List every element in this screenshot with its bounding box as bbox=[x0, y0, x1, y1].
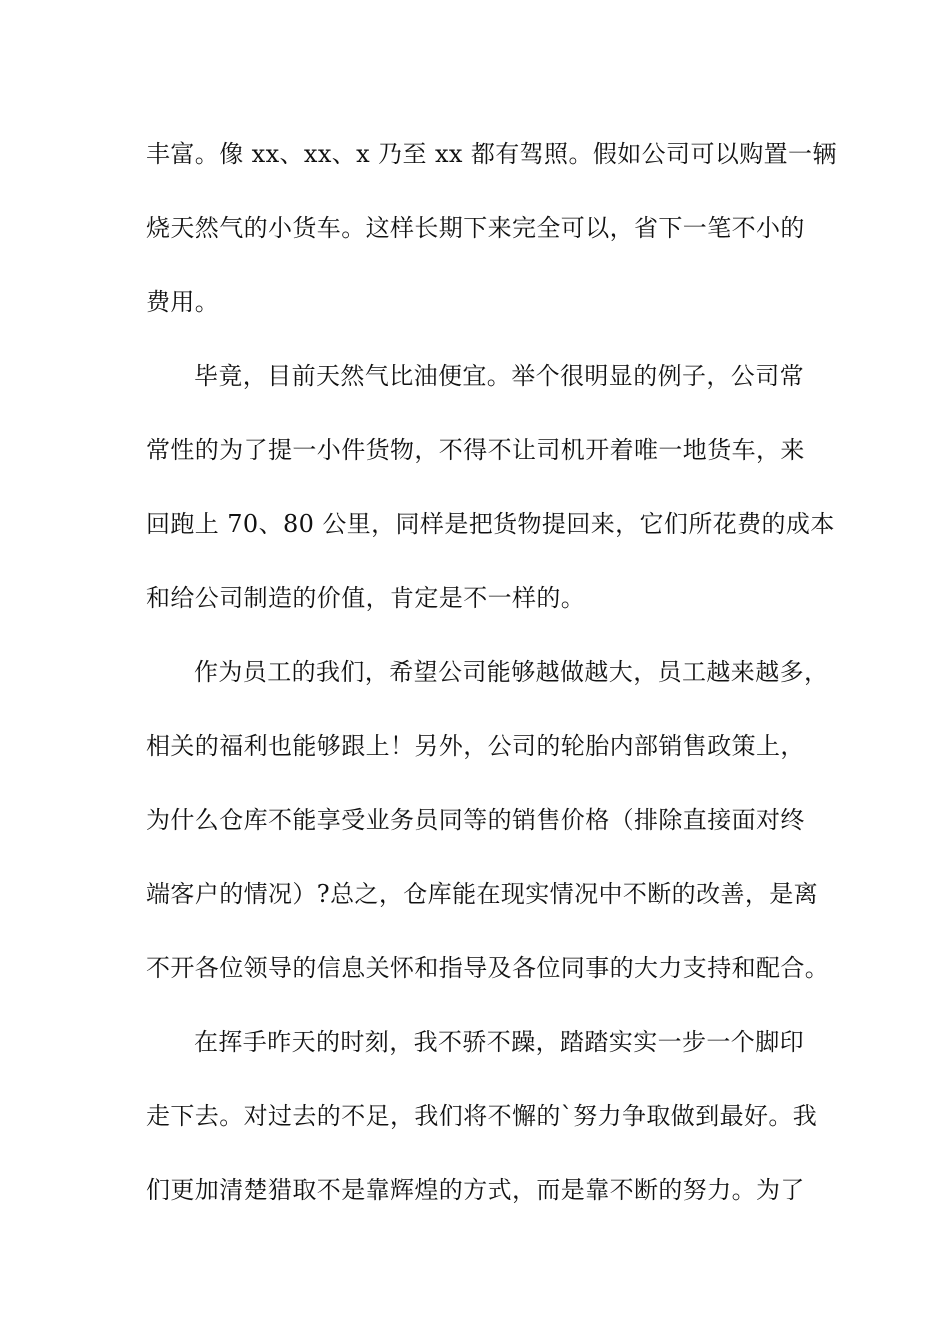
text-line: 端客户的情况）?总之，仓库能在现实情况中不断的改善，是离 bbox=[146, 880, 819, 908]
text-line: 相关的福利也能够跟上！另外，公司的轮胎内部销售政策上， bbox=[146, 732, 805, 760]
text-line: 回跑上 70、80 公里，同样是把货物提回来，它们所花费的成本 bbox=[146, 510, 835, 538]
text-line: 不开各位领导的信息关怀和指导及各位同事的大力支持和配合。 bbox=[146, 954, 830, 982]
text-line: 们更加清楚猎取不是靠辉煌的方式，而是靠不断的努力。为了 bbox=[146, 1176, 805, 1204]
document-body bbox=[146, 130, 836, 1240]
paragraph-start-line: 作为员工的我们，希望公司能够越做越大，员工越来越多， bbox=[194, 658, 829, 686]
text-line: 常性的为了提一小件货物，不得不让司机开着唯一地货车，来 bbox=[146, 436, 805, 464]
paragraph-start-line: 在挥手昨天的时刻，我不骄不躁，踏踏实实一步一个脚印 bbox=[194, 1028, 804, 1056]
paragraph-start-line: 毕竟，目前天然气比油便宜。举个很明显的例子，公司常 bbox=[194, 362, 804, 390]
text-line: 走下去。对过去的不足，我们将不懈的`努力争取做到最好。我 bbox=[146, 1102, 818, 1130]
text-line: 烧天然气的小货车。这样长期下来完全可以，省下一笔不小的 bbox=[146, 214, 805, 242]
text-line: 丰富。像 xx、xx、x 乃至 xx 都有驾照。假如公司可以购置一辆 bbox=[146, 140, 837, 168]
text-line: 为什么仓库不能享受业务员同等的销售价格（排除直接面对终 bbox=[146, 806, 805, 834]
text-line: 费用。 bbox=[146, 288, 220, 316]
text-line: 和给公司制造的价值，肯定是不一样的。 bbox=[146, 584, 586, 612]
